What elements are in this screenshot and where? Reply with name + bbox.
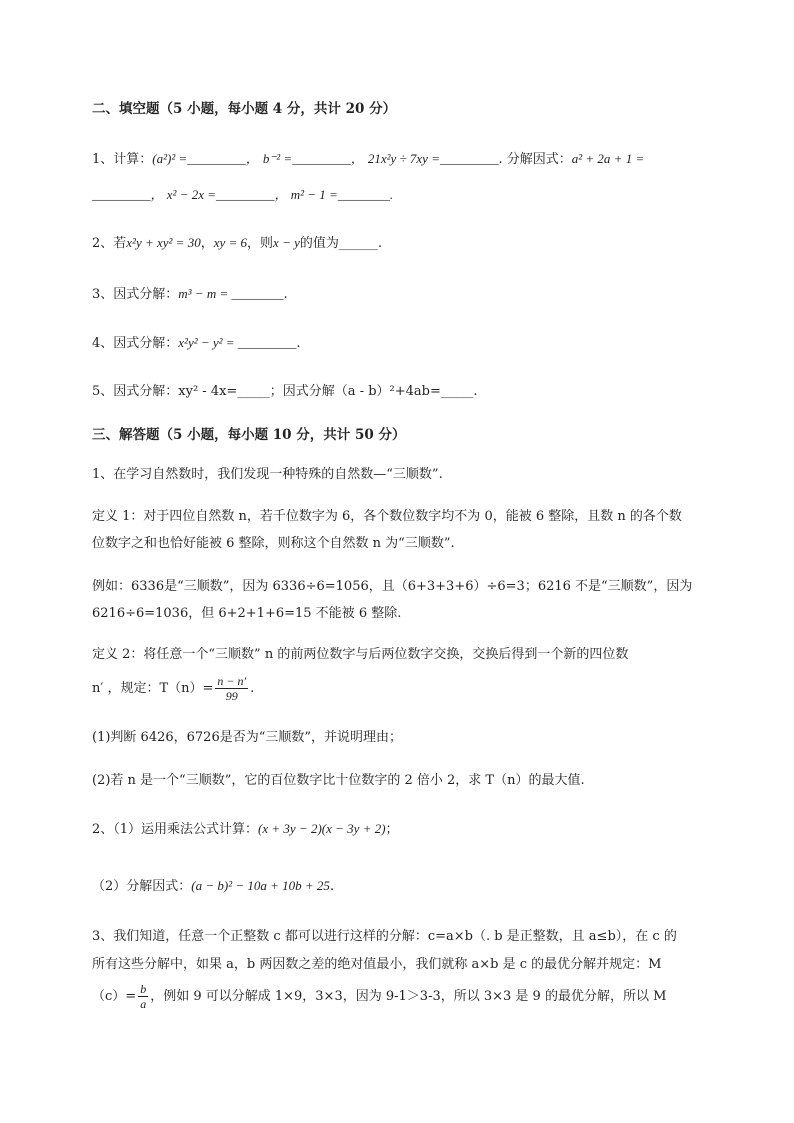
question-1-expr-2: b⁻² =_________，: [262, 151, 364, 166]
problem-1-definition-1-line-1: 定义 1：对于四位自然数 n，若千位数字为 6，各个数位数字均不为 0，能被 6 整除，且数 n 的各个数: [92, 509, 682, 524]
question-2-tail: 的值为______.: [299, 236, 382, 251]
problem-3-line-1: 3、我们知道，任意一个正整数 c 都可以进行这样的分解：c=a×b（. b 是正整数，且 a≤b），在 c 的: [92, 929, 677, 944]
problem-1-example-line-2: 6216÷6=1036，但 6+2+1+6=15 不能被 6 整除.: [92, 606, 402, 621]
problem-2-part-1-expr: (x + 3y − 2)(x − 3y + 2): [258, 821, 386, 836]
fraction-denominator: 99: [225, 689, 238, 703]
question-2-label: 2、若: [92, 236, 127, 251]
problem-3-m-of-c: （c）=: [92, 989, 137, 1004]
question-3-expr: m³ − m = ________: [178, 286, 284, 301]
question-2-expr-3: x − y: [273, 235, 300, 250]
question-1-label: 1、计算：: [92, 152, 153, 167]
question-2: [92, 234, 382, 253]
problem-2-part-1-tail: ；: [385, 822, 399, 837]
question-3-label: 3、因式分解：: [92, 287, 179, 302]
question-2-then: ，则: [247, 236, 274, 251]
problem-3-line-3: [92, 982, 666, 1012]
definition-2-text: n′ ，规定：T（n）=: [92, 681, 214, 696]
question-1-expr-3: 21x²y ÷ 7xy =_________: [367, 151, 499, 166]
problem-1-subquestion-1: (1)判断 6426，6726是否为“三顺数”，并说明理由；: [92, 730, 403, 745]
problem-2-part-2-tail: .: [329, 879, 335, 894]
fraction-numerator: b: [140, 982, 147, 996]
problem-3-example: ，例如 9 可以分解成 1×9，3×3，因为 9-1＞3-3，所以 3×3 是 9 的最优分解，所以 M: [150, 989, 667, 1004]
question-2-expr-1: x²y + xy² = 30: [126, 235, 201, 250]
question-2-sep: ，: [200, 236, 214, 251]
question-5: 5、因式分解：xy² - 4x=_____；因式分解（a - b）²+4ab=_____.: [92, 384, 478, 399]
problem-1-definition-2-line-2: [92, 674, 254, 704]
section-heading-fill-in: 二、填空题（5 小题，每小题 4 分，共计 20 分）: [92, 101, 397, 117]
problem-1-subquestion-2: (2)若 n 是一个“三顺数”，它的百位数字比十位数字的 2 倍小 2，求 T（n）的最大值.: [92, 773, 585, 788]
problem-1-example-line-1: 例如：6336是“三顺数”，因为 6336÷6=1056，且（6+3+3+6）÷6=3；6216 不是“三顺数”，因为: [92, 579, 693, 594]
section-heading-solve: 三、解答题（5 小题，每小题 10 分，共计 50 分）: [92, 427, 406, 443]
problem-1-definition-1-line-2: 位数字之和也恰好能被 6 整除，则称这个自然数 n 为“三顺数”.: [92, 536, 455, 551]
question-1-line-2: _________， x² − 2x =_________， m² − 1 =________.: [92, 187, 394, 202]
question-3: [92, 285, 288, 304]
definition-2-fraction: [215, 674, 248, 703]
question-3-tail: .: [283, 287, 288, 302]
problem-1-intro: 1、在学习自然数时，我们发现一种特殊的自然数—“三顺数”.: [92, 467, 443, 482]
definition-2-period: .: [250, 681, 255, 696]
question-1-line-1: [92, 150, 644, 169]
question-1-factor-label: . 分解因式：: [498, 152, 572, 167]
question-1-expr-1: (a²)² =_________，: [152, 151, 259, 166]
question-1-expr-4: a² + 2a + 1 =: [571, 151, 645, 166]
problem-1-definition-2-line-1: 定义 2：将任意一个“三顺数” n 的前两位数字与后两位数字交换，交换后得到一个新的四位数: [92, 647, 629, 662]
fraction-numerator: n − n′: [217, 674, 247, 688]
problem-2-part-2: [92, 877, 334, 896]
question-4-label: 4、因式分解：: [92, 336, 179, 351]
problem-2-part-1: [92, 820, 399, 839]
problem-3-fraction: [138, 982, 148, 1011]
fraction-denominator: a: [140, 997, 147, 1011]
question-4: [92, 334, 300, 353]
problem-3-line-2: 所有这些分解中，如果 a，b 两因数之差的绝对值最小，我们就称 a×b 是 c 的最优分解并规定：M: [92, 957, 662, 972]
problem-2-part-2-label: （2）分解因式：: [92, 879, 192, 894]
question-4-expr: x²y² − y² = _________: [178, 335, 297, 350]
problem-2-part-2-expr: (a − b)² − 10a + 10b + 25: [191, 878, 330, 893]
problem-2-part-1-label: 2、（1）运用乘法公式计算：: [92, 822, 259, 837]
question-4-tail: .: [296, 336, 301, 351]
question-2-expr-2: xy = 6: [213, 235, 248, 250]
